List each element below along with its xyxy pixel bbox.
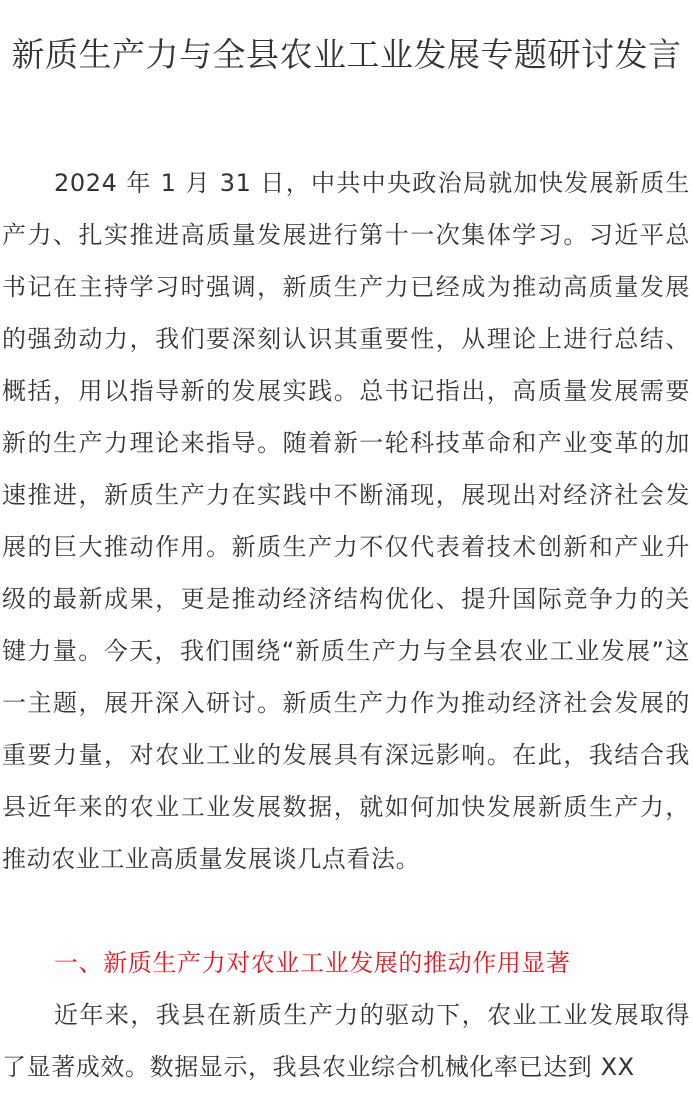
section-paragraph: 近年来，我县在新质生产力的驱动下，农业工业发展取得了显著成效。数据显示，我县农业综合机械化率已达到 XX <box>2 1001 690 1081</box>
section-heading: 一、新质生产力对农业工业发展的推动作用显著 <box>54 949 571 977</box>
document-title: 新质生产力与全县农业工业发展专题研讨发言 <box>11 35 682 74</box>
intro-paragraph: 2024 年 1 月 31 日，中共中央政治局就加快发展新质生产力、扎实推进高质量发展进行第十一次集体学习。习近平总书记在主持学习时强调，新质生产力已经成为推动高质量发展的强劲动力，我们要深刻认识其重要性，从理论上进行总结、概括，用以指导新的发展实践。总书记指出，高质量发展需要新的生产力理论来指导。随着新一轮科技革命和产业变革的加速推进，新质生产力在实践中不断涌现，展现出对经济社会发展的巨大推动作用。新质生产力不仅代表着技术创新和产业升级的最新成果，更是推动经济结构优化、提升国际竞争力的关键力量。今天，我们围绕“新质生产力与全县农业工业发展”这一主题，展开深入研讨。新质生产力作为推动经济社会发展的重要力量，对农业工业的发展具有深远影响。在此，我结合我县近年来的农业工业发展数据，就如何加快发展新质生产力，推动农业工业高质量发展谈几点看法。 <box>2 169 690 873</box>
